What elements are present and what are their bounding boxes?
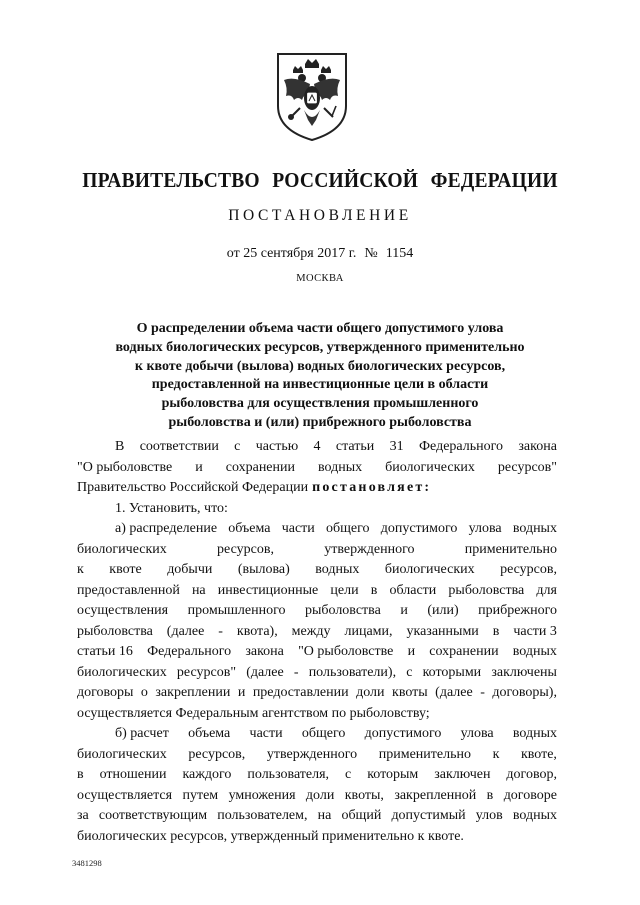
word: квоты: [392, 685, 428, 700]
word: и: [400, 603, 408, 618]
text-line: [77, 642, 557, 663]
word: доли: [356, 685, 385, 700]
word: каждого: [182, 767, 232, 782]
word: ресурсов": [497, 459, 557, 475]
word: сохранении: [225, 459, 295, 475]
clause-1: 1. Установить, что:: [115, 500, 228, 516]
word: квота),: [236, 623, 278, 639]
word: и: [237, 685, 246, 700]
heading-line: рыболовства для осуществления промышленного: [161, 396, 479, 412]
word: рыболовства: [448, 582, 525, 598]
word: и: [195, 459, 203, 475]
text-line: [77, 601, 557, 622]
word: прибрежного: [478, 603, 557, 618]
word: частью: [255, 439, 299, 454]
word: (далее: [246, 664, 284, 680]
word: утвержденного: [266, 746, 358, 762]
document-date: от 25 сентября 2017 г.: [226, 246, 357, 261]
word: закона: [245, 644, 284, 659]
document-city: МОСКВА: [296, 273, 344, 284]
word: доли: [305, 787, 335, 803]
number-sign: №: [364, 246, 378, 261]
document-number: 1154: [385, 246, 414, 261]
word: договоре: [503, 787, 557, 803]
word: применительно: [464, 541, 557, 557]
word: пользователя,: [247, 767, 330, 782]
word: Федерального: [418, 439, 504, 454]
word: к: [77, 562, 84, 577]
word: ресурсов,: [217, 541, 274, 557]
document-type: ПОСТАНОВЛЕНИЕ: [228, 207, 412, 224]
word: цели: [330, 582, 359, 598]
word: допустимого: [380, 521, 458, 536]
word: рыболовства: [304, 603, 381, 618]
heading-line: О распределении объема части общего допустимого улова: [136, 321, 504, 336]
word: закреплении: [155, 685, 231, 700]
word: водных: [315, 562, 360, 577]
word: биологических: [384, 562, 475, 577]
word: б) расчет: [115, 726, 169, 741]
word: водных: [512, 726, 557, 741]
word: общего: [301, 726, 346, 741]
word: заключены: [491, 664, 557, 680]
document-date-line: [0, 246, 640, 262]
word: за: [77, 808, 89, 823]
heading-line: рыболовства и (или) прибрежного рыболовства: [168, 414, 472, 430]
word: (далее: [435, 685, 473, 700]
word: объема: [188, 726, 231, 741]
text-line: [77, 499, 557, 520]
text-line: [77, 437, 557, 458]
word: (вылова): [237, 562, 290, 577]
text-line: [77, 622, 557, 643]
word: между: [291, 623, 331, 639]
word: предоставленной: [77, 582, 180, 598]
word: общий: [341, 808, 382, 823]
text-line: [77, 540, 557, 561]
word: квоте,: [520, 746, 557, 762]
word: квоты,: [344, 787, 384, 803]
word: умножения: [228, 787, 296, 803]
word: на: [317, 808, 332, 823]
word: договор,: [506, 767, 557, 782]
word: в: [77, 767, 84, 782]
government-title: ПРАВИТЕЛЬСТВО РОССИЙСКОЙ ФЕДЕРАЦИИ: [82, 168, 558, 192]
word: пользователи),: [308, 664, 397, 680]
word: 4: [313, 439, 321, 454]
text-line: [77, 458, 557, 479]
document-body: [77, 437, 557, 847]
text-line: [77, 745, 557, 766]
word: указанными: [406, 623, 479, 639]
heading-line: к квоте добычи (вылова) водных биологических ресурсов,: [134, 358, 506, 374]
word: улов: [475, 808, 503, 823]
word: биологических: [77, 664, 167, 680]
word: части: [281, 521, 315, 536]
word: водных: [317, 459, 363, 475]
word: ресурсов,: [500, 562, 557, 577]
text-line: [77, 806, 557, 827]
word: статьи 16: [77, 644, 133, 659]
word: В: [115, 439, 125, 454]
word: части 3: [513, 623, 557, 639]
word: применительно: [378, 746, 471, 762]
word: осуществляется: [77, 787, 173, 803]
word: а) распределение: [115, 521, 218, 536]
text-line: [77, 560, 557, 581]
text-line: [77, 663, 557, 684]
word: и: [407, 644, 416, 659]
text-line: [77, 519, 557, 540]
text-line: [77, 704, 557, 725]
text-line: [77, 683, 557, 704]
text-fragment: осуществляется Федеральным агентством по рыболовству;: [77, 705, 430, 721]
word: улова: [460, 726, 494, 741]
word: биологических: [77, 541, 167, 557]
word: для: [536, 582, 557, 598]
word: водных: [512, 644, 557, 659]
word: с: [345, 767, 352, 782]
word: в: [486, 787, 494, 803]
word: в: [492, 623, 500, 639]
word: закона: [518, 439, 557, 454]
word: с: [406, 664, 413, 680]
text-fragment: Правительство Российской Федерации: [77, 480, 309, 495]
word: на: [191, 582, 206, 598]
word: -: [480, 685, 485, 700]
document-heading: [0, 320, 640, 433]
word: закрепленной: [394, 787, 477, 803]
word: лицами,: [344, 623, 393, 639]
word: части: [249, 726, 283, 741]
word: в: [370, 582, 378, 598]
document-code: 3481298: [72, 858, 102, 868]
text-line: [77, 765, 557, 786]
word: ресурсов,: [188, 746, 246, 762]
resolution-verb: постановляет:: [312, 480, 432, 495]
word: Федерального: [147, 644, 232, 659]
word: ресурсов": [176, 664, 237, 680]
word: к: [492, 746, 500, 762]
word: биологических: [77, 746, 167, 762]
text-line: [77, 724, 557, 745]
word: предоставлении: [252, 685, 349, 700]
word: договоры: [77, 685, 134, 700]
text-line: [77, 581, 557, 602]
text-line: [77, 827, 557, 848]
word: которыми: [422, 664, 482, 680]
word: водных: [512, 521, 557, 536]
word: "О рыболовстве: [298, 644, 394, 659]
word: которым: [367, 767, 419, 782]
word: -: [218, 623, 223, 639]
word: инвестиционные: [217, 582, 319, 598]
word: области: [389, 582, 437, 598]
word: утвержденного: [324, 541, 415, 557]
word: допустимый: [391, 808, 466, 823]
text-fragment: биологических ресурсов, утвержденный применительно к квоте.: [77, 828, 464, 844]
word: о: [140, 685, 148, 700]
word: промышленного: [187, 603, 286, 618]
word: заключен: [434, 767, 491, 782]
text-line: [77, 478, 557, 499]
word: допустимого: [364, 726, 442, 741]
word: квоте: [109, 562, 142, 577]
heading-line: водных биологических ресурсов, утвержденного применительно: [115, 339, 525, 355]
word: "О рыболовстве: [77, 459, 173, 475]
word: сохранении: [429, 644, 499, 659]
word: договоры),: [492, 685, 557, 700]
word: пользователем,: [217, 808, 308, 823]
word: отношении: [99, 767, 167, 782]
heading-line: предоставленной на инвестиционные цели в области: [151, 377, 489, 393]
word: (далее: [166, 623, 205, 639]
word: общего: [325, 521, 370, 536]
word: соответствующим: [98, 808, 208, 823]
word: (или): [427, 603, 459, 618]
text-line: [77, 786, 557, 807]
word: рыболовства: [77, 623, 153, 639]
word: водных: [512, 808, 557, 823]
word: статьи: [335, 439, 375, 454]
word: -: [293, 664, 299, 680]
russian-coat-of-arms-icon: [274, 50, 350, 142]
word: биологических: [385, 459, 475, 475]
word: объема: [228, 521, 271, 536]
word: путем: [182, 787, 219, 803]
word: добычи: [167, 562, 213, 577]
word: с: [234, 439, 241, 454]
word: соответствии: [139, 439, 219, 454]
word: 31: [389, 439, 404, 454]
word: улова: [468, 521, 502, 536]
word: осуществления: [77, 603, 169, 618]
